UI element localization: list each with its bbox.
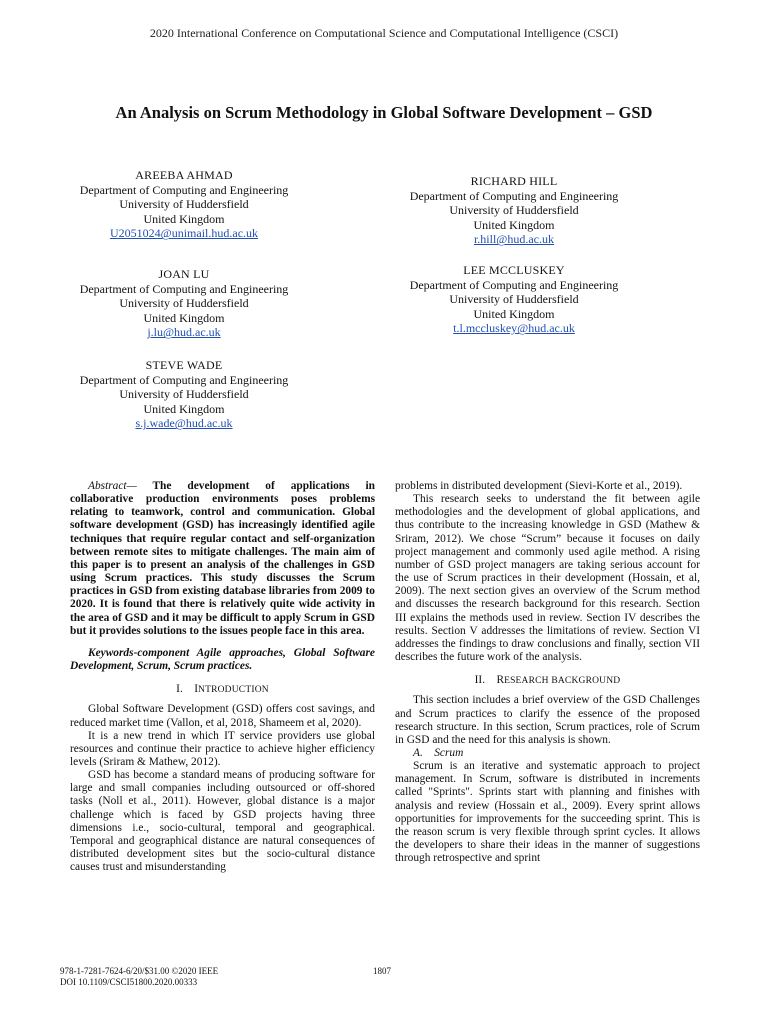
paper-title: An Analysis on Scrum Methodology in Global Software Development – GSD — [115, 103, 653, 122]
author-email-link[interactable]: U2051024@unimail.hud.ac.uk — [109, 226, 259, 241]
keywords: Keywords-component Agile approaches, Global Software Development, Scrum, Scrum practices. — [70, 646, 375, 673]
author-name: LEE MCCLUSKEY — [463, 263, 565, 277]
section-heading-research-background: II. RESEARCH BACKGROUND — [474, 674, 621, 687]
research-aim-paragraph: This research seeks to understand the fit between agile methodologies and the development of global applications, and thus contribute to the increasing knowledge in GSD (Mathew & Sriram, 2012). We chose “Scrum” because it focuses on daily project management and commonly used agile method. A rising number of GSD project managers are taking serious account for the use of Scrum practices in their development (Hossain, et al, 2009). The next section gives an overview of the Scrum method and discusses the research background for this research. Section III explains the methods used in review. Section IV describes the results. Section V addresses the limitations of review. Section VI addresses the findings to draw conclusions and finally, section VII describes the future work of the analysis. — [395, 493, 700, 664]
author-email-link[interactable]: s.j.wade@hud.ac.uk — [135, 416, 233, 431]
author-email-link[interactable]: t.l.mccluskey@hud.ac.uk — [453, 321, 575, 336]
author-name: STEVE WADE — [145, 358, 223, 372]
page-number: 1807 — [373, 966, 391, 976]
author-department: Department of Computing and Engineering — [79, 182, 289, 197]
continuation-paragraph: problems in distributed development (Sievi-Korte et al., 2019). — [395, 480, 683, 492]
intro-paragraph: Global Software Development (GSD) offers cost savings, and reduced market time (Vallon, et al, 2018, Shameem et al, 2020). — [70, 703, 375, 729]
author-country: United Kingdom — [143, 211, 225, 226]
conference-header: 2020 International Conference on Computational Science and Computational Intelligence (CSCI) — [149, 26, 619, 40]
section-heading-introduction: I. INTRODUCTION — [176, 683, 269, 696]
footer-doi: DOI 10.1109/CSCI51800.2020.00333 — [60, 977, 198, 987]
author-university: University of Huddersfield — [119, 296, 249, 311]
author-name: JOAN LU — [158, 267, 210, 281]
abstract-text: The development of applications in collaborative production environments poses problems relating to teamwork, control and communication. Global software development (GSD) has increasingly identified agile techniques that require regular contact and self-organization between remote sites to mitigate challenges. The main aim of this paper is to present an analysis of the challenges in GSD using Scrum practices. This study discusses the Scrum practices in GSD from existing database libraries from 2009 to 2020. It is found that there is relatively quite wide activity in the area of GSD and it may be difficult to apply Scrum in GSD but it provides solutions to the issues people face in this area. — [70, 480, 375, 637]
abstract — [70, 480, 375, 638]
author-country: United Kingdom — [473, 306, 555, 321]
intro-paragraph: It is a new trend in which IT service providers use global resources and continue their practice to achieve higher efficiency levels (Sriram & Mathew, 2012). — [70, 729, 375, 768]
author-name: RICHARD HILL — [470, 174, 558, 188]
author-university: University of Huddersfield — [119, 387, 249, 402]
author-department: Department of Computing and Engineering — [409, 277, 619, 292]
author-department: Department of Computing and Engineering — [79, 372, 289, 387]
author-name: AREEBA AHMAD — [135, 168, 233, 182]
author-block-lee-mccluskey — [349, 263, 679, 336]
author-block-steve-wade — [19, 358, 349, 431]
footer-publication-info — [60, 966, 218, 988]
author-email-link[interactable]: j.lu@hud.ac.uk — [147, 325, 221, 340]
author-block-joan-lu — [19, 267, 349, 340]
author-country: United Kingdom — [143, 401, 225, 416]
subsection-heading-scrum: A. Scrum — [413, 746, 464, 759]
author-university: University of Huddersfield — [119, 197, 249, 212]
background-paragraph: This section includes a brief overview of the GSD Challenges and Scrum practices to clarify the essence of the proposed research structure. In this section, Scrum practices, role of Scrum in GSD and the need for this analysis is shown. — [395, 694, 700, 746]
left-column — [70, 480, 375, 874]
author-block-richard-hill — [349, 174, 679, 247]
author-department: Department of Computing and Engineering — [409, 188, 619, 203]
author-department: Department of Computing and Engineering — [79, 281, 289, 296]
intro-paragraph: GSD has become a standard means of producing software for large and small companies including outsourced or off-shored tasks (Noll et al., 2011). However, global distance is a major challenge which is faced by GSD projects having three dimensions i.e., socio-cultural, temporal and geographical. Temporal and geographical distance are natural consequences of distributed development sites but the socio-cultural distance causes trust and misunderstanding — [70, 769, 375, 874]
right-column — [395, 480, 700, 865]
scrum-paragraph: Scrum is an iterative and systematic approach to project management. In Scrum, software is distributed in increments called "Sprints". Sprints start with planning and finishes with analysis and review (Hossain et al., 2009). Every sprint allows opportunities for improvements for the succeeding sprint. This is the reason scrum is very flexible through sprint cycles. It allows the developers to share their ideas in the manner of suggestions through retrospective and sprint — [395, 760, 700, 865]
footer-isbn: 978-1-7281-7624-6/20/$31.00 ©2020 IEEE — [60, 966, 219, 976]
author-block-areeba-ahmad — [19, 168, 349, 241]
author-university: University of Huddersfield — [449, 292, 579, 307]
author-country: United Kingdom — [143, 310, 225, 325]
author-university: University of Huddersfield — [449, 203, 579, 218]
abstract-label: Abstract— — [88, 480, 137, 492]
author-email-link[interactable]: r.hill@hud.ac.uk — [473, 232, 555, 247]
author-country: United Kingdom — [473, 217, 555, 232]
